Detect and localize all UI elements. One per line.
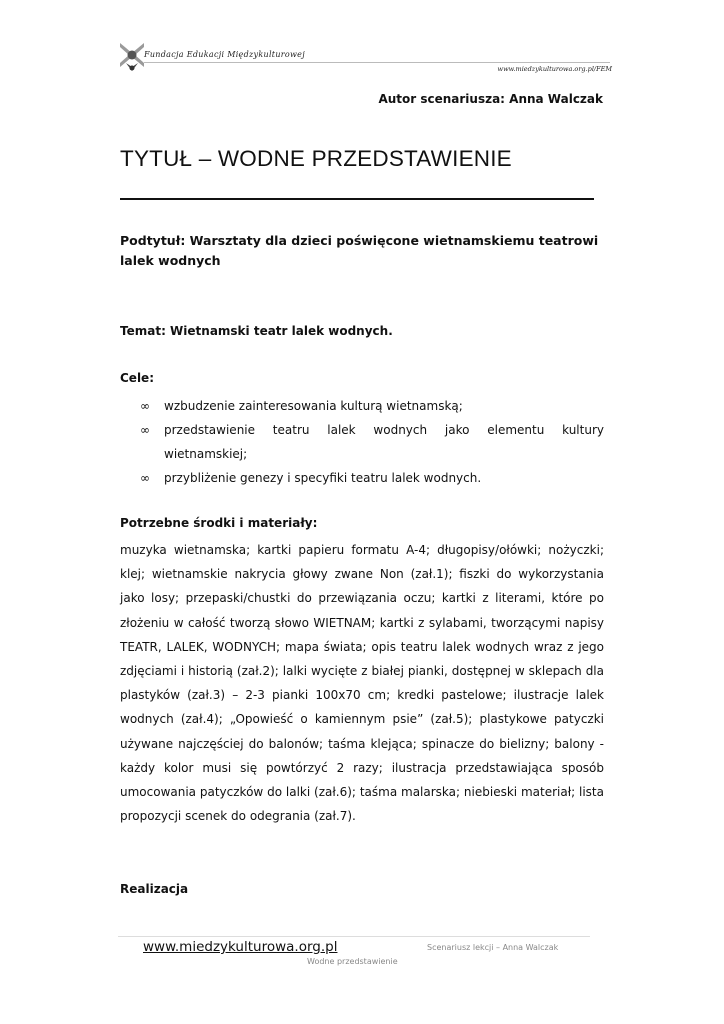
topic-line: Temat: Wietnamski teatr lalek wodnych. xyxy=(120,324,393,338)
goals-heading: Cele: xyxy=(120,371,154,385)
footer-scenario-credit: Scenariusz lekcji – Anna Walczak xyxy=(427,943,559,952)
page-header xyxy=(118,38,618,78)
subtitle: Podtytuł: Warsztaty dla dzieci poświęcone wietnamskiemu teatrowi lalek wodnych xyxy=(120,233,599,268)
goal-item xyxy=(120,394,604,418)
goals-list xyxy=(120,394,604,490)
materials-heading: Potrzebne środki i materiały: xyxy=(120,516,318,530)
goal-text: przedstawienie teatru lalek wodnych jako elementu kultury wietnamskiej; xyxy=(164,423,604,461)
title-underline xyxy=(120,198,594,200)
foundation-logo-icon xyxy=(118,41,146,73)
realization-heading: Realizacja xyxy=(120,882,189,896)
goal-item xyxy=(120,466,604,490)
author-line: Autor scenariusza: Anna Walczak xyxy=(378,92,603,106)
footer-website-link[interactable]: www.miedzykulturowa.org.pl xyxy=(143,939,338,955)
infinity-bullet-icon: ∞ xyxy=(140,399,150,413)
goal-item xyxy=(120,418,604,466)
goal-text: wzbudzenie zainteresowania kulturą wietnamską; xyxy=(164,399,463,413)
infinity-bullet-icon: ∞ xyxy=(140,423,150,437)
goal-text: przybliżenie genezy i specyfiki teatru lalek wodnych. xyxy=(164,471,482,485)
header-divider xyxy=(144,62,610,63)
organization-name: Fundacja Edukacji Międzykulturowej xyxy=(144,50,305,59)
materials-paragraph: muzyka wietnamska; kartki papieru formatu A-4; długopisy/ołówki; nożyczki; klej; wietnamskie nakrycia głowy zwane Non (zał.1); fiszki do wykorzystania jako losy; przepaski/chustki do przewiązania oczu; kartki z literami, które po złożeniu w całość tworzą słowo WIETNAM; kartki z sylabami, tworzącymi napisy TEATR, LALEK, WODNYCH; mapa świata; opis teatru lalek wodnych wraz z jego zdjęciami i historią (zał.2); lalki wycięte z białej pianki, dostępnej w sklepach dla plastyków (zał.3) – 2-3 pianki 100x70 cm; kredki pastelowe; ilustracje lalek wodnych (zał.4); „Opowieść o kamiennym psie” (zał.5); plastykowe patyczki używane najczęściej do balonów; taśma klejąca; spinacze do bielizny; balony - każdy kolor musi się powtórzyć 2 razy; ilustracja przedstawiająca sposób umocowania patyczków do lalki (zał.6); taśma malarska; niebieski materiał; lista propozycji scenek do odegrania (zał.7). xyxy=(120,543,604,824)
infinity-bullet-icon: ∞ xyxy=(140,471,150,485)
footer-document-name: Wodne przedstawienie xyxy=(307,957,398,966)
header-url: www.miedzykulturowa.org.pl/FEM xyxy=(497,65,612,73)
document-title: TYTUŁ – WODNE PRZEDSTAWIENIE xyxy=(120,146,512,171)
footer-divider xyxy=(118,936,590,937)
